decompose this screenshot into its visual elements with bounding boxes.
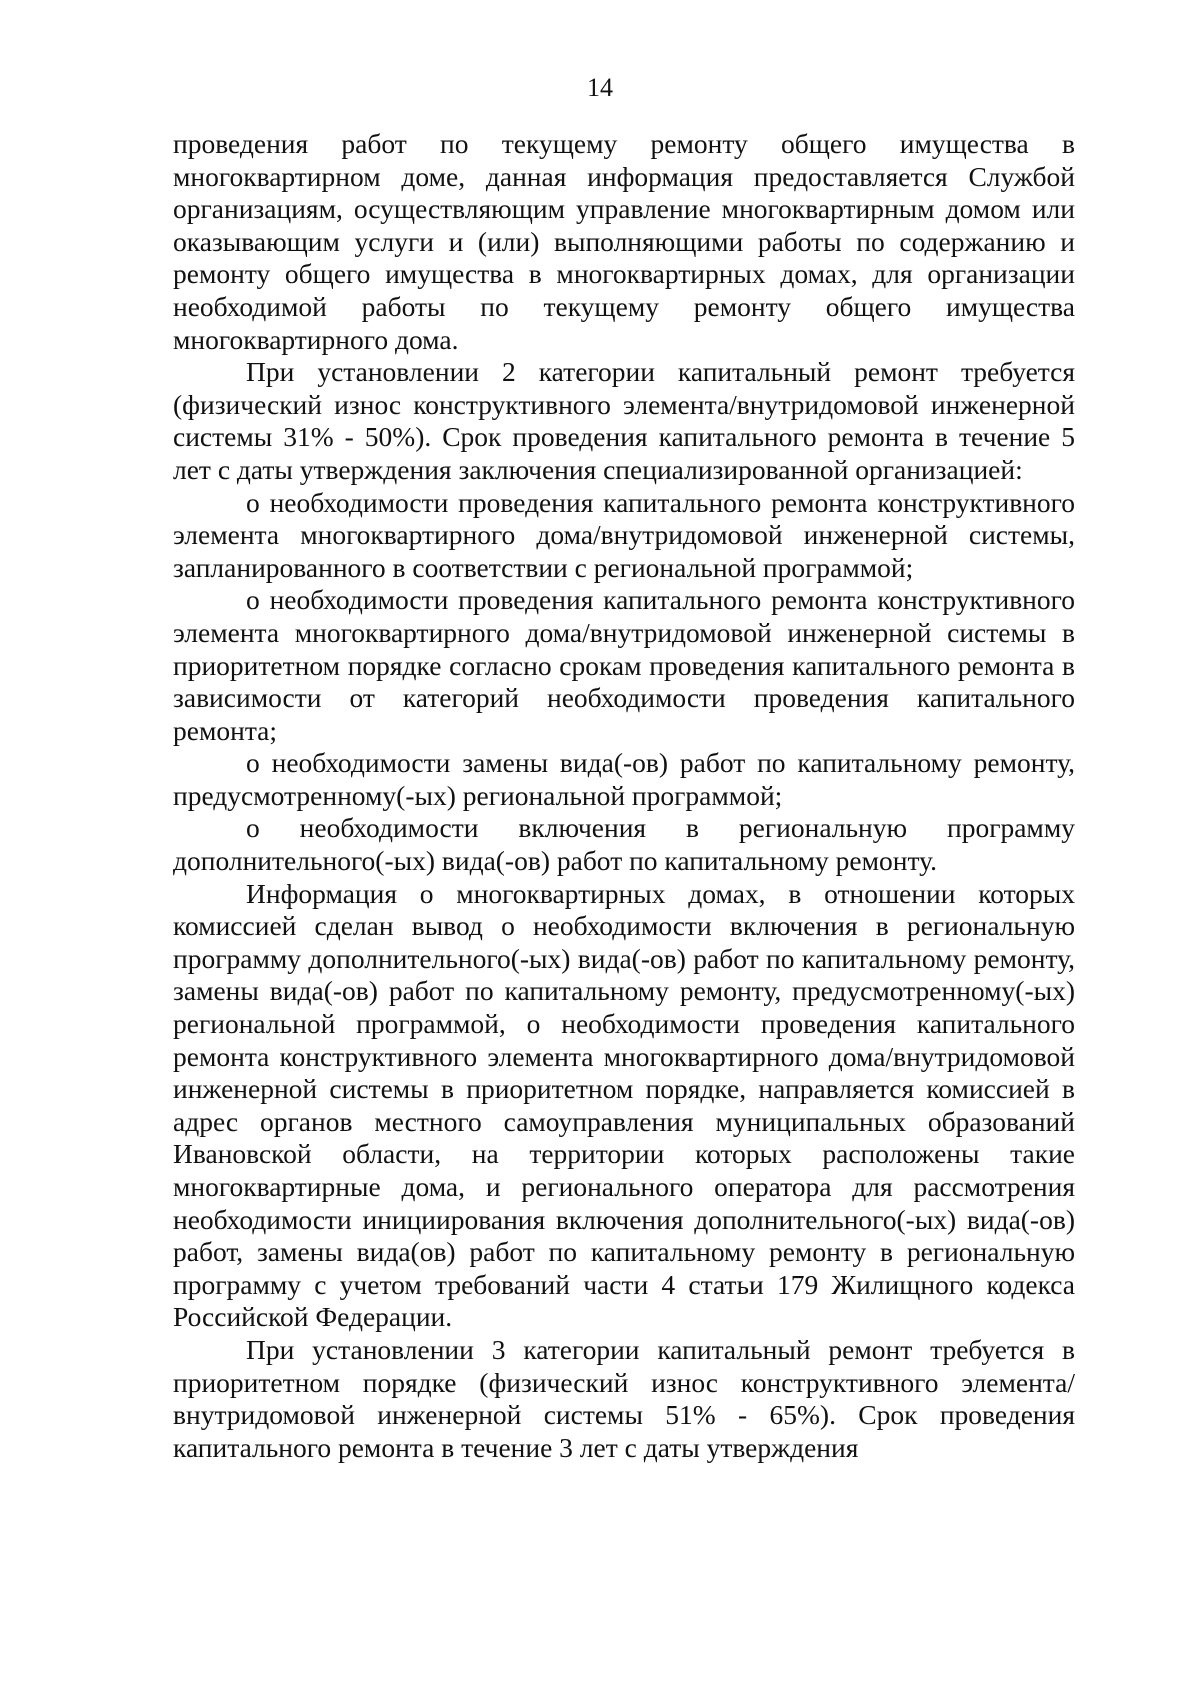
paragraph-category-2: При установлении 2 категории капитальный ремонт требуется (физический износ конструктивного элемента/внутридомовой инженерной системы 31% - 50%). Срок проведения капитального ремонта в течение 5 лет с даты утверждения заключения специализированной организацией: (173, 356, 1075, 485)
page-number: 14 (587, 73, 613, 102)
list-item-replace-work-type: о необходимости замены вида(-ов) работ по капитальному ремонту, предусмотренному(-ых) региональной программой; (173, 747, 1075, 811)
document-body (173, 128, 1075, 1464)
paragraph-category-3: При установлении 3 категории капитальный ремонт требуется в приоритетном порядке (физический износ конструктивного элемента/внутридомовой инженерной системы 51% - 65%). Срок проведения капитального ремонта в течение 3 лет с даты утверждения (173, 1333, 1075, 1463)
list-item-add-work-type: о необходимости включения в региональную программу дополнительного(-ых) вида(-ов) работ по капитальному ремонту. (173, 812, 1075, 877)
list-item-planned-repair: о необходимости проведения капитального ремонта конструктивного элемента многоквартирного дома/внутридомовой инженерной системы, запланированного в соответствии с региональной программой; (173, 486, 1075, 583)
list-item-priority-repair: о необходимости проведения капитального ремонта конструктивного элемента многоквартирного дома/внутридомовой инженерной системы в приоритетном порядке согласно срокам проведения капитального ремонта в зависимости от категорий необходимости проведения капитального ремонта; (173, 584, 1075, 746)
paragraph-current-repair-info: проведения работ по текущему ремонту общего имущества в многоквартирном доме, данная информация предоставляется Службой организациям, осуществляющим управление многоквартирным домом или оказывающим услуги и (или) выполняющими работы по содержанию и ремонту общего имущества в многоквартирных домах, для организации необходимой работы по текущему ремонту общего имущества многоквартирного дома. (173, 128, 1075, 355)
paragraph-commission-information: Информация о многоквартирных домах, в отношении которых комиссией сделан вывод о необходимости включения в региональную программу дополнительного(-ых) вида(-ов) работ по капитальному ремонту, замены вида(-ов) работ по капитальному ремонту, предусмотренному(-ых) региональной программой, о необходимости проведения капитального ремонта конструктивного элемента многоквартирного дома/внутридомовой инженерной системы в приоритетном порядке, направляется комиссией в адрес органов местного самоуправления муниципальных образований Ивановской области, на территории которых расположены такие многоквартирные дома, и регионального оператора для рассмотрения необходимости инициирования включения дополнительного(-ых) вида(-ов) работ, замены вида(ов) работ по капитальному ремонту в региональную программу с учетом требований части 4 статьи 179 Жилищного кодекса Российской Федерации. (173, 877, 1075, 1333)
